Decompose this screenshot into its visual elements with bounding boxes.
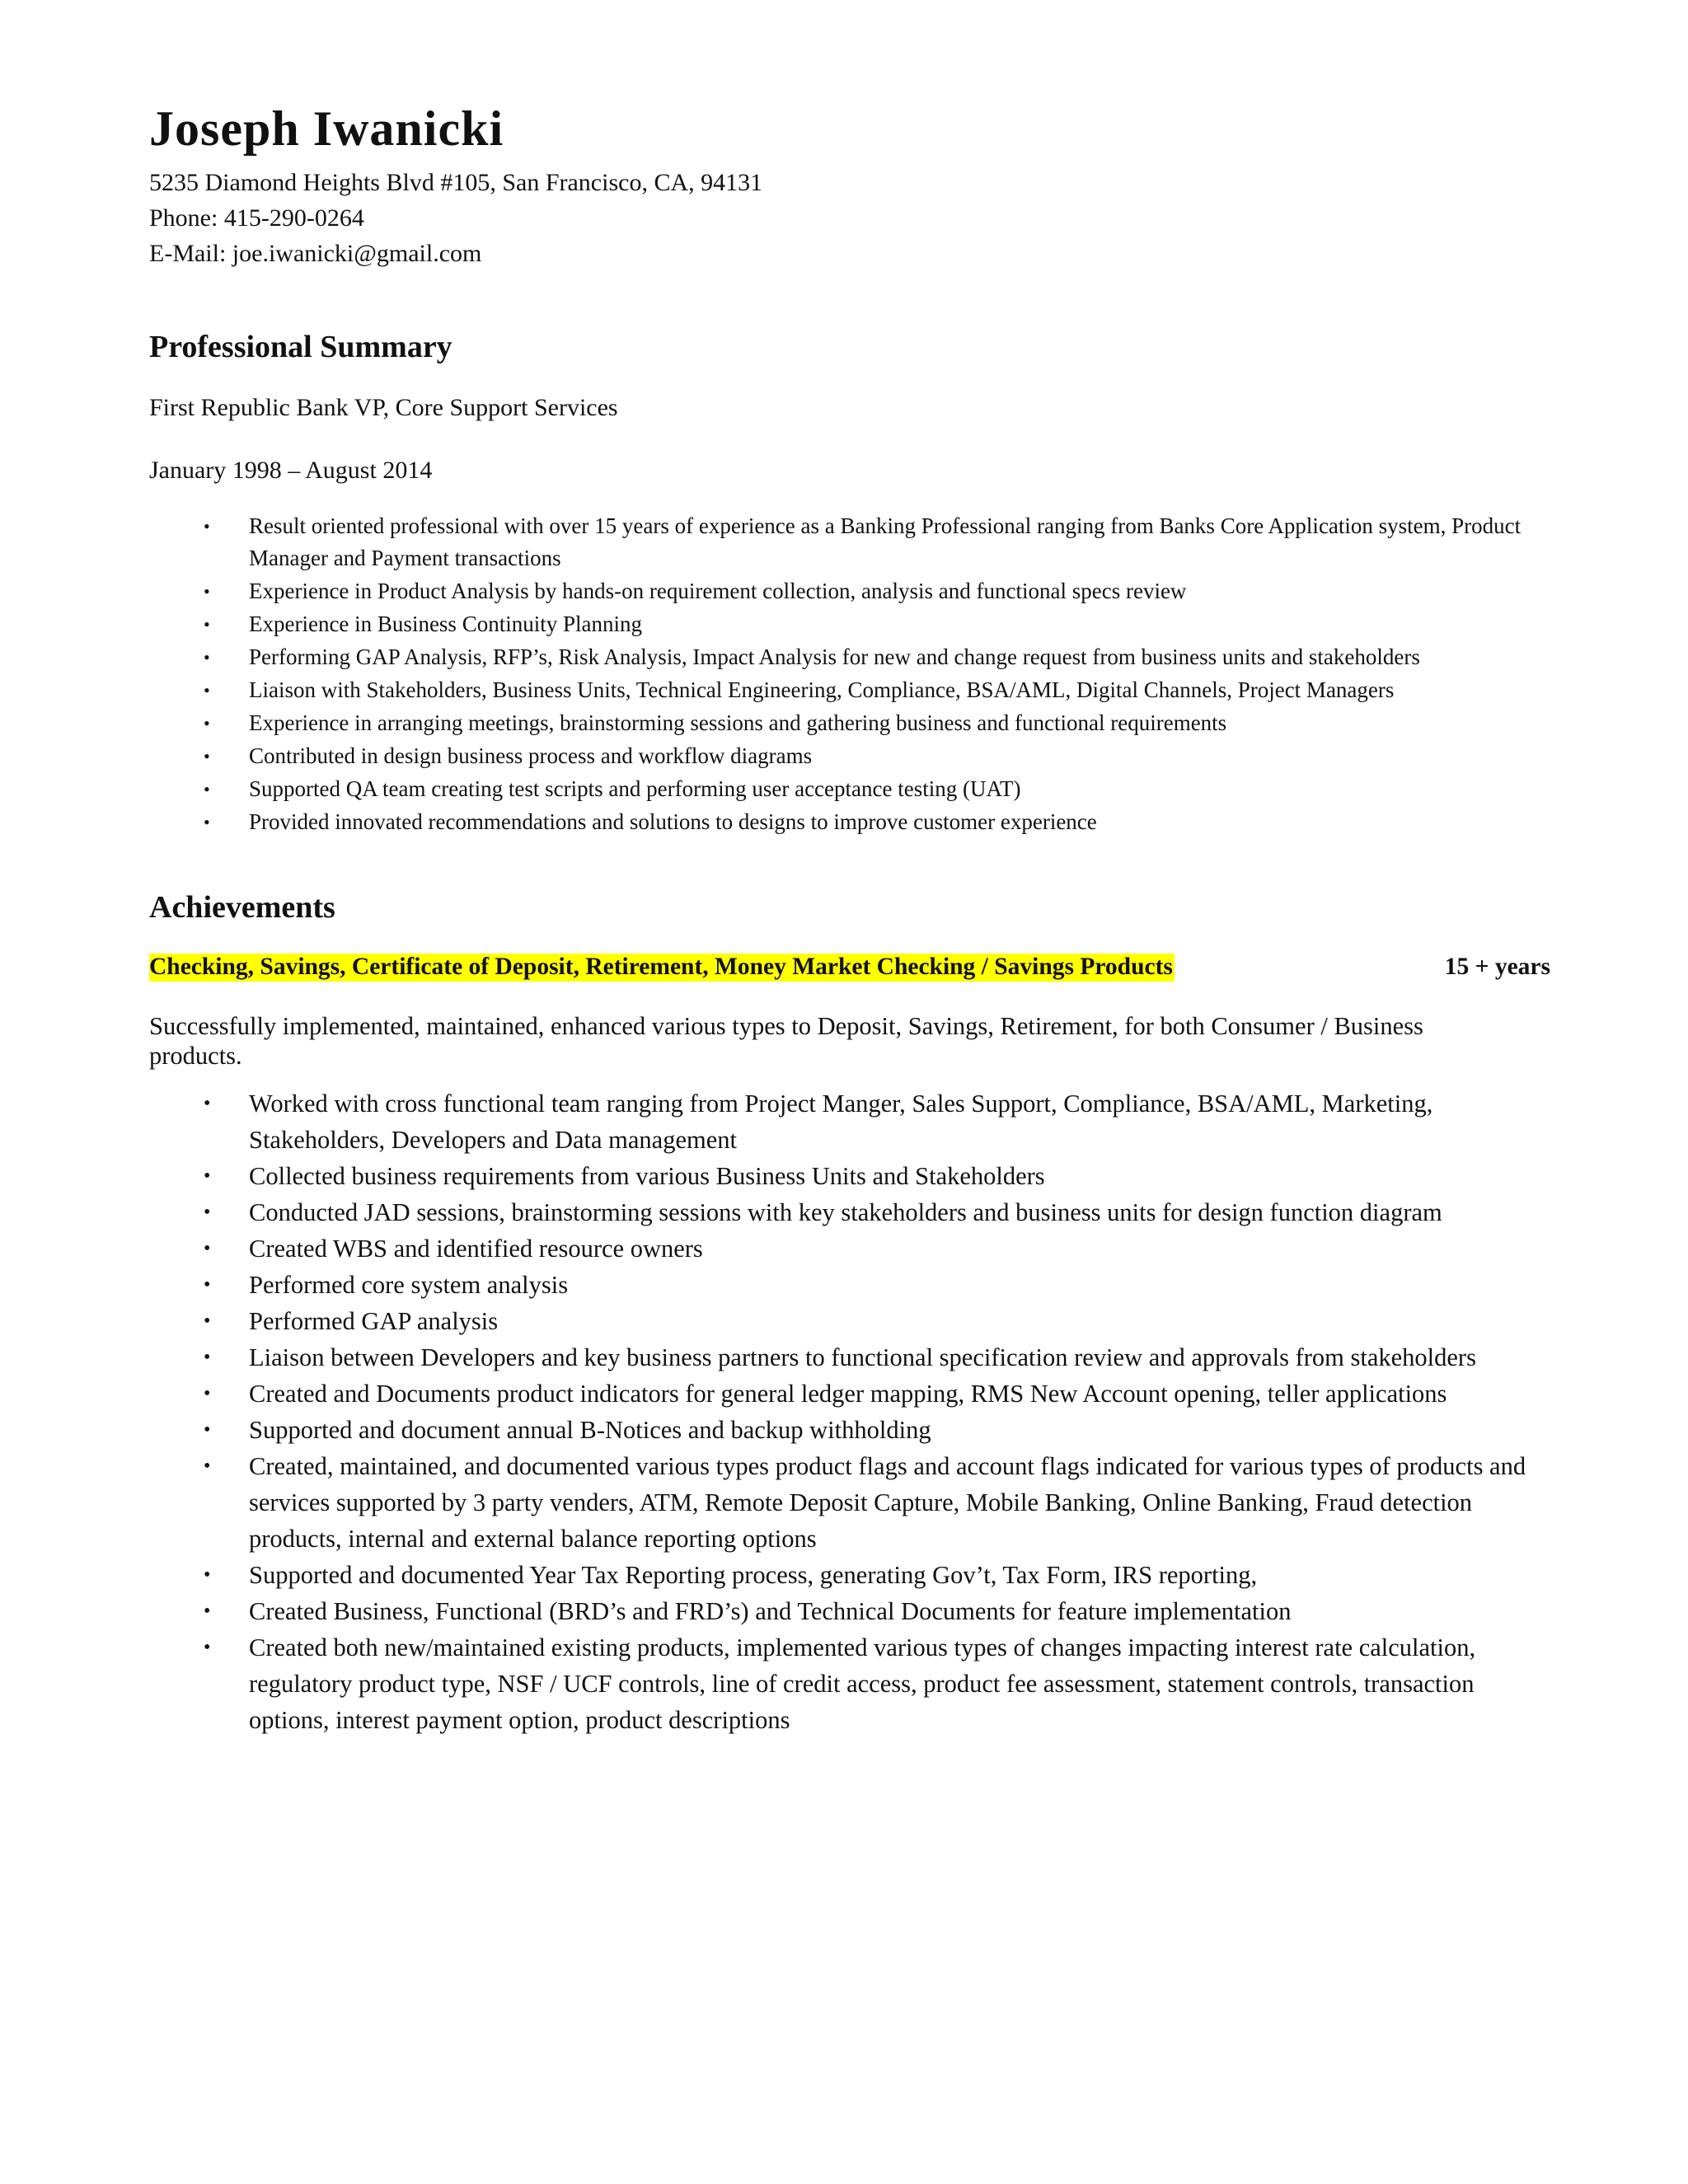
bullet-icon: • xyxy=(204,581,210,602)
list-item xyxy=(149,1085,1550,1158)
list-item xyxy=(149,1158,1550,1194)
list-item-text: Conducted JAD sessions, brainstorming sessions with key stakeholders and business units for design function diagram xyxy=(249,1198,1442,1226)
list-item xyxy=(149,608,1550,640)
list-item xyxy=(149,575,1550,607)
bullet-icon: • xyxy=(204,779,210,799)
list-item xyxy=(149,806,1550,838)
bullet-icon: • xyxy=(204,1637,211,1658)
list-item-text: Created and Documents product indicators for general ledger mapping, RMS New Account opening, teller applications xyxy=(249,1380,1447,1408)
list-item-text: Created Business, Functional (BRD’s and FRD’s) and Technical Documents for feature implementation xyxy=(249,1597,1292,1625)
list-item-text: Worked with cross functional team ranging from Project Manger, Sales Support, Compliance, BSA/AML, Marketing, Stakeholders, Developers and Data management xyxy=(249,1090,1433,1154)
bullet-icon: • xyxy=(204,1383,211,1404)
achievements-intro: Successfully implemented, maintained, enhanced various types to Deposit, Savings, Retirement, for both Consumer / Business products. xyxy=(149,1012,1423,1070)
bullet-icon: • xyxy=(204,1564,211,1586)
list-item-text: Created, maintained, and documented various types product flags and account flags indicated for various types of products and services supported by 3 party venders, ATM, Remote Deposit Capture, Mobile Banking, Online Banking, Fraud detection products, internal and external balance reporting options xyxy=(249,1452,1526,1553)
list-item xyxy=(149,1267,1550,1303)
bullet-icon: • xyxy=(204,1419,211,1441)
list-item xyxy=(149,1629,1550,1738)
employment-dates: January 1998 – August 2014 xyxy=(149,457,433,484)
list-item-text: Result oriented professional with over 15 years of experience as a Banking Professional ranging from Banks Core Application system, Product Manager and Payment transactions xyxy=(249,513,1522,570)
list-item-text: Created both new/maintained existing products, implemented various types of changes impacting interest rate calculation, regulatory product type, NSF / UCF controls, line of credit access, product fee assessment, statement controls, transaction options, interest payment option, product descriptions xyxy=(249,1633,1476,1734)
list-item-text: Supported and document annual B-Notices and backup withholding xyxy=(249,1416,931,1444)
bullet-icon: • xyxy=(204,1347,211,1368)
list-item-text: Liaison with Stakeholders, Business Units, Technical Engineering, Compliance, BSA/AML, Digital Channels, Project Managers xyxy=(249,677,1395,702)
list-item xyxy=(149,1412,1550,1448)
achievements-bullet-list xyxy=(149,1085,1550,1738)
list-item xyxy=(149,1230,1550,1267)
bullet-icon: • xyxy=(204,1202,211,1223)
list-item-text: Performed core system analysis xyxy=(249,1271,569,1299)
product-line: Checking, Savings, Certificate of Deposit, Retirement, Money Market Checking / Savings Products xyxy=(149,954,1173,980)
list-item xyxy=(149,641,1550,673)
list-item xyxy=(149,1194,1550,1230)
bullet-icon: • xyxy=(204,647,210,668)
bullet-icon: • xyxy=(204,746,210,766)
list-item xyxy=(149,773,1550,805)
list-item-text: Created WBS and identified resource owners xyxy=(249,1235,703,1263)
email: E-Mail: joe.iwanicki@gmail.com xyxy=(149,240,482,267)
list-item-text: Contributed in design business process and workflow diagrams xyxy=(249,743,813,768)
bullet-icon: • xyxy=(204,1455,211,1477)
resume-page xyxy=(149,99,1550,1738)
bullet-icon: • xyxy=(204,1093,211,1114)
bullet-icon: • xyxy=(204,516,210,537)
list-item xyxy=(149,1339,1550,1376)
list-item-text: Supported and documented Year Tax Reporting process, generating Gov’t, Tax Form, IRS reporting, xyxy=(249,1561,1258,1589)
list-item-text: Collected business requirements from various Business Units and Stakeholders xyxy=(249,1162,1045,1190)
list-item-text: Liaison between Developers and key business partners to functional specification review and approvals from stakeholders xyxy=(249,1343,1476,1371)
list-item-text: Provided innovated recommendations and solutions to designs to improve customer experience xyxy=(249,809,1097,834)
section-heading-summary: Professional Summary xyxy=(149,330,452,364)
list-item xyxy=(149,1593,1550,1629)
bullet-icon: • xyxy=(204,1310,211,1332)
resume-header xyxy=(149,99,1550,271)
bullet-icon: • xyxy=(204,680,210,701)
years-experience: 15 + years xyxy=(1444,954,1550,980)
list-item xyxy=(149,740,1550,772)
list-item xyxy=(149,674,1550,706)
list-item xyxy=(149,1557,1550,1593)
achievements-section xyxy=(149,888,1550,1738)
professional-summary-section xyxy=(149,327,1550,838)
bullet-icon: • xyxy=(204,1238,211,1259)
list-item xyxy=(149,1303,1550,1339)
bullet-icon: • xyxy=(204,614,210,635)
list-item xyxy=(149,707,1550,739)
list-item xyxy=(149,1448,1550,1557)
phone: Phone: 415-290-0264 xyxy=(149,204,364,232)
product-line-row xyxy=(149,950,1550,987)
address: 5235 Diamond Heights Blvd #105, San Francisco, CA, 94131 xyxy=(149,169,763,196)
list-item-text: Experience in Business Continuity Planning xyxy=(249,612,642,636)
bullet-icon: • xyxy=(204,1274,211,1296)
candidate-name: Joseph Iwanicki xyxy=(149,101,504,156)
list-item-text: Performed GAP analysis xyxy=(249,1307,499,1335)
employer-title: First Republic Bank VP, Core Support Services xyxy=(149,394,618,421)
bullet-icon: • xyxy=(204,812,210,832)
list-item xyxy=(149,1376,1550,1412)
list-item-text: Supported QA team creating test scripts and performing user acceptance testing (UAT) xyxy=(249,776,1021,801)
bullet-icon: • xyxy=(204,1165,211,1187)
list-item-text: Experience in Product Analysis by hands-on requirement collection, analysis and functional specs review xyxy=(249,579,1187,603)
list-item-text: Performing GAP Analysis, RFP’s, Risk Analysis, Impact Analysis for new and change request from business units and stakeholders xyxy=(249,644,1420,669)
list-item xyxy=(149,510,1550,574)
summary-bullet-list xyxy=(149,510,1550,838)
section-heading-achievements: Achievements xyxy=(149,890,335,925)
bullet-icon: • xyxy=(204,1601,211,1622)
bullet-icon: • xyxy=(204,713,210,733)
list-item-text: Experience in arranging meetings, brainstorming sessions and gathering business and functional requirements xyxy=(249,710,1227,735)
